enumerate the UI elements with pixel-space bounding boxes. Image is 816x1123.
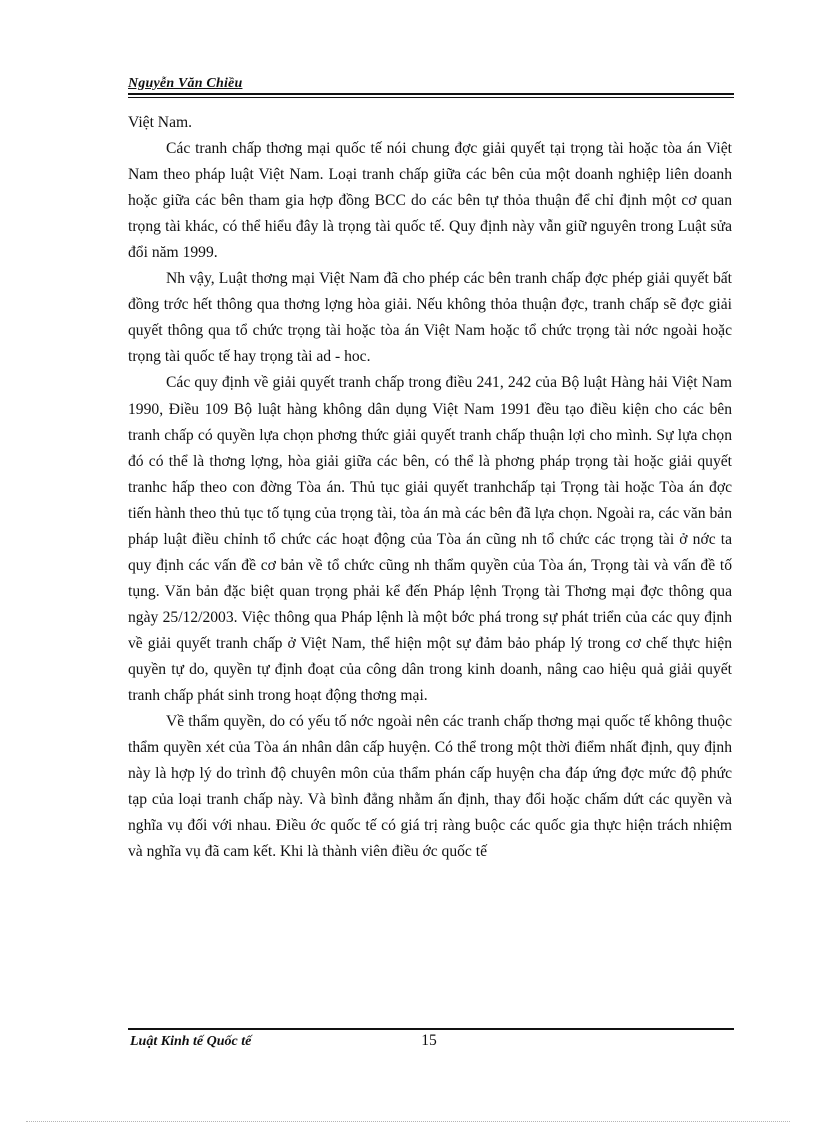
paragraph-trade-law: Nh vậy, Luật thơng mại Việt Nam đã cho phép các bên tranh chấp đợc phép giải quyết bất đồng trớc hết thông qua thơng lợng hòa giải. Nếu không thỏa thuận đợc, tranh chấp sẽ đợc giải quyết thông qua tổ chức trọng tài hoặc tòa án Việt Nam hoặc tổ chức trọng tài nớc ngoài hoặc trọng tài quốc tế hay trọng tài ad - hoc.: [128, 270, 732, 366]
header-author: Nguyễn Văn Chiều: [128, 76, 243, 91]
document-body: [128, 110, 732, 865]
paragraph-jurisdiction: Về thẩm quyền, do có yếu tố nớc ngoài nên các tranh chấp thơng mại quốc tế không thuộc thẩm quyền xét của Tòa án nhân dân cấp huyện. Có thể trong một thời điểm nhất định, quy định này là hợp lý do trình độ chuyên môn của thẩm phán cấp huyện cha đáp ứng đợc mức độ phức tạp của loại tranh chấp này. Và bình đẳng nhằm ấn định, thay đổi hoặc chấm dứt các quyền và nghĩa vụ đối với nhau. Điều ớc quốc tế có giá trị ràng buộc các quốc gia thực hiện trách nhiệm và nghĩa vụ đã cam kết. Khi là thành viên điều ớc quốc tế: [128, 713, 732, 861]
header-rule: [128, 93, 734, 95]
paragraph-continuation: Việt Nam.: [128, 114, 193, 131]
footer-rule: [128, 1028, 734, 1030]
paragraph-regulations: Các quy định về giải quyết tranh chấp trong điều 241, 242 của Bộ luật Hàng hải Việt Nam 1990, Điều 109 Bộ luật hàng không dân dụng Việt Nam 1991 đều tạo điều kiện cho các bên tranh chấp có quyền lựa chọn phơng thức giải quyết tranh chấp thuận lợi cho mình. Sự lựa chọn đó có thể là thơng lợng, hòa giải giữa các bên, có thể là phơng pháp trọng tài hoặc giải quyết tranhc hấp theo con đờng Tòa án. Thủ tục giải quyết tranhchấp tại Trọng tài hoặc Tòa án đợc tiến hành theo thủ tục tố tụng của trọng tài, tòa án mà các bên đã lựa chọn. Ngoài ra, các văn bản pháp luật điều chỉnh tổ chức các hoạt động của Tòa án cũng nh tổ chức các trọng tài ở nớc ta quy định các vấn đề cơ bản về tổ chức cũng nh thẩm quyền của Tòa án, Trọng tài và vấn đề tố tụng. Văn bản đặc biệt quan trọng phải kể đến Pháp lệnh Trọng tài Thơng mại đợc thông qua ngày 25/12/2003. Việc thông qua Pháp lệnh là một bớc phá trong sự phát triển của các quy định về giải quyết tranh chấp ở Việt Nam, thể hiện một sự đảm bảo pháp lý trong cơ chế thực hiện quyền tự do, quyền tự định đoạt của công dân trong kinh doanh, nâng cao hiệu quả giải quyết tranh chấp phát sinh trong hoạt động thơng mại.: [128, 374, 732, 705]
header-rule-secondary: [128, 97, 734, 98]
page-header: [128, 76, 734, 92]
footer-title: Luật Kinh tế Quốc tế: [130, 1034, 252, 1049]
page-number: 15: [421, 1032, 437, 1049]
paragraph-dispute-resolution: Các tranh chấp thơng mại quốc tế nói chung đợc giải quyết tại trọng tài hoặc tòa án Việt Nam theo pháp luật Việt Nam. Loại tranh chấp giữa các bên của một doanh nghiệp liên doanh hoặc giữa các bên tham gia hợp đồng BCC do các bên tự thỏa thuận để chỉ định một cơ quan trọng tài khác, có thể hiểu đây là trọng tài quốc tế. Quy định này vẫn giữ nguyên trong Luật sửa đổi năm 1999.: [128, 140, 732, 262]
page-edge-divider: [26, 1121, 790, 1122]
